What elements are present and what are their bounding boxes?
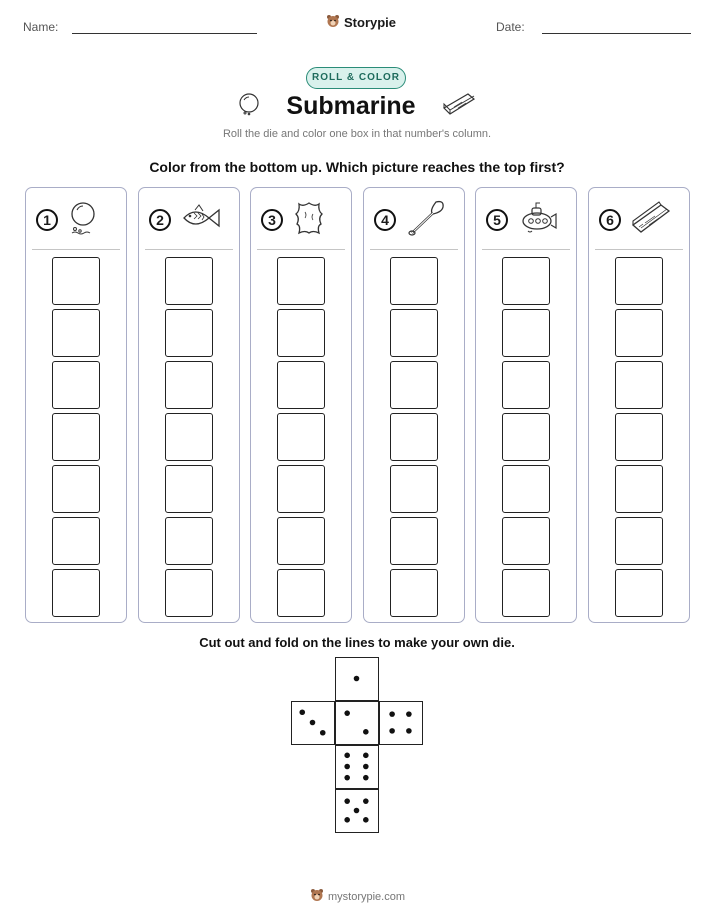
- brand-name: Storypie: [344, 15, 397, 30]
- color-box[interactable]: [165, 465, 213, 513]
- color-box[interactable]: [390, 413, 438, 461]
- die-pip: [354, 808, 360, 814]
- bubble-icon: [238, 92, 260, 121]
- color-box[interactable]: [502, 361, 550, 409]
- column-divider: [482, 249, 570, 250]
- die-pip: [363, 729, 369, 735]
- die-pip: [344, 753, 350, 759]
- color-box[interactable]: [502, 413, 550, 461]
- die-pip: [389, 728, 395, 734]
- column-number: 4: [374, 209, 396, 231]
- cut-instruction: Cut out and fold on the lines to make your own die.: [199, 635, 515, 650]
- column-divider: [370, 249, 458, 250]
- color-box[interactable]: [52, 413, 100, 461]
- color-box[interactable]: [165, 257, 213, 305]
- leather-hide-icon: [293, 200, 325, 241]
- paddle-icon: [406, 199, 446, 242]
- date-label: Date:: [496, 20, 525, 34]
- die-face-1: [335, 657, 379, 701]
- color-box[interactable]: [502, 257, 550, 305]
- bear-logo-icon: [310, 888, 324, 905]
- color-box[interactable]: [615, 569, 663, 617]
- color-box[interactable]: [615, 309, 663, 357]
- color-box[interactable]: [277, 413, 325, 461]
- fish-icon: [181, 203, 221, 238]
- die-face-6: [335, 745, 379, 789]
- color-box[interactable]: [615, 413, 663, 461]
- name-line[interactable]: [72, 33, 257, 34]
- color-box[interactable]: [277, 465, 325, 513]
- column-1: [25, 187, 127, 623]
- column-2: [138, 187, 240, 623]
- color-box[interactable]: [390, 517, 438, 565]
- die-pip: [344, 817, 350, 823]
- column-number: 3: [261, 209, 283, 231]
- column-divider: [32, 249, 120, 250]
- die-pip: [406, 711, 412, 717]
- color-box[interactable]: [52, 361, 100, 409]
- column-divider: [145, 249, 233, 250]
- bear-logo-icon: [326, 14, 340, 31]
- subtitle: Roll the die and color one box in that number's column.: [222, 128, 492, 140]
- column-5: [475, 187, 577, 623]
- column-header: [486, 200, 566, 240]
- wood-plank-icon: [442, 92, 476, 121]
- color-box[interactable]: [52, 257, 100, 305]
- color-box[interactable]: [277, 361, 325, 409]
- page-title: Submarine: [286, 92, 416, 120]
- column-number: 5: [486, 209, 508, 231]
- die-pip: [320, 730, 326, 736]
- die-pip: [299, 709, 305, 715]
- column-header: [36, 200, 116, 240]
- color-box[interactable]: [390, 257, 438, 305]
- color-box[interactable]: [277, 569, 325, 617]
- color-box[interactable]: [615, 465, 663, 513]
- column-header: [374, 200, 454, 240]
- wood-plank-icon: [631, 201, 671, 240]
- name-label: Name:: [23, 20, 59, 34]
- die-pip: [354, 676, 360, 682]
- color-box[interactable]: [502, 465, 550, 513]
- die-pip: [363, 753, 369, 759]
- color-box[interactable]: [277, 517, 325, 565]
- color-box[interactable]: [52, 517, 100, 565]
- color-box[interactable]: [52, 309, 100, 357]
- die-pip: [310, 720, 316, 726]
- column-number: 1: [36, 209, 58, 231]
- die-pip: [344, 710, 350, 716]
- date-line[interactable]: [542, 33, 691, 34]
- die-pip: [406, 728, 412, 734]
- column-header: [149, 200, 229, 240]
- submarine-icon: [518, 201, 558, 240]
- die-face-4: [379, 701, 423, 745]
- column-number: 2: [149, 209, 171, 231]
- color-box[interactable]: [390, 569, 438, 617]
- color-box[interactable]: [502, 517, 550, 565]
- color-box[interactable]: [615, 517, 663, 565]
- die-pip: [389, 711, 395, 717]
- color-box[interactable]: [165, 309, 213, 357]
- color-box[interactable]: [277, 309, 325, 357]
- color-box[interactable]: [390, 309, 438, 357]
- color-box[interactable]: [390, 465, 438, 513]
- column-4: [363, 187, 465, 623]
- die-pip: [363, 798, 369, 804]
- die-face-3: [291, 701, 335, 745]
- color-box[interactable]: [52, 465, 100, 513]
- column-divider: [595, 249, 683, 250]
- die-face-5: [335, 789, 379, 833]
- column-header: [599, 200, 679, 240]
- brand-logo: [326, 14, 396, 31]
- color-box[interactable]: [165, 569, 213, 617]
- color-box[interactable]: [165, 361, 213, 409]
- die-face-2: [335, 701, 379, 745]
- color-box[interactable]: [502, 309, 550, 357]
- roll-color-badge: ROLL & COLOR: [306, 67, 406, 89]
- column-number: 6: [599, 209, 621, 231]
- title-row: [0, 92, 714, 121]
- die-pip: [344, 775, 350, 781]
- color-box[interactable]: [52, 569, 100, 617]
- bubble-icon: [68, 201, 98, 240]
- color-box[interactable]: [502, 569, 550, 617]
- footer-url[interactable]: mystorypie.com: [328, 890, 406, 903]
- die-pip: [344, 798, 350, 804]
- column-header: [261, 200, 341, 240]
- die-pip: [363, 764, 369, 770]
- column-3: [250, 187, 352, 623]
- color-box[interactable]: [165, 413, 213, 461]
- color-box[interactable]: [615, 257, 663, 305]
- color-box[interactable]: [615, 361, 663, 409]
- color-box[interactable]: [390, 361, 438, 409]
- color-box[interactable]: [277, 257, 325, 305]
- die-pip: [363, 817, 369, 823]
- instruction: Color from the bottom up. Which picture reaches the top first?: [149, 159, 565, 175]
- column-divider: [257, 249, 345, 250]
- footer: [310, 888, 405, 905]
- column-6: [588, 187, 690, 623]
- die-pip: [363, 775, 369, 781]
- die-pip: [344, 764, 350, 770]
- color-box[interactable]: [165, 517, 213, 565]
